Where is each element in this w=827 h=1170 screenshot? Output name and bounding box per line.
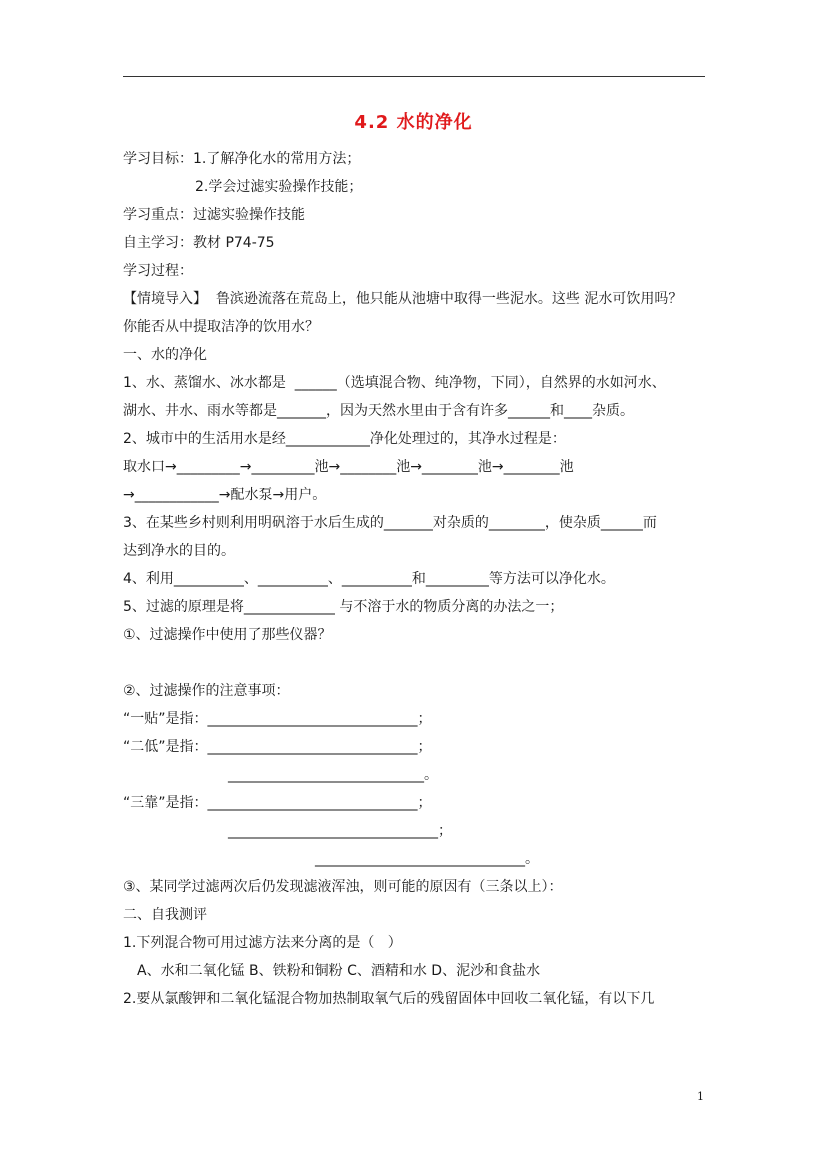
scenario-intro-cont: 你能否从中提取洁净的饮用水？ <box>123 319 319 335</box>
sub-question-3: ③、某同学过滤两次后仍发现滤液浑浊，则可能的原因有（三条以上）： <box>123 879 563 895</box>
san-kao-line-3: ______________________________。 <box>315 851 539 867</box>
question-3: 3、在某些乡村则利用明矾溶于水后生成的_______对杂质的________，使杂质______而 <box>123 515 657 531</box>
question-1: 1、水、蒸馏水、冰水都是 ______（选填混合物、纯净物，下同），自然界的水如河水、 <box>123 375 666 391</box>
section-heading-2: 二、自我测评 <box>123 907 207 923</box>
learning-process: 学习过程： <box>123 263 193 279</box>
question-2: 2、城市中的生活用水是经____________净化处理过的，其净水过程是： <box>123 431 566 447</box>
er-di-line-cont: ____________________________。 <box>228 767 438 783</box>
scenario-intro: 【情境导入】 鲁滨逊流落在荒岛上，他只能从池塘中取得一些泥水。这些 泥水可饮用吗？ <box>123 291 683 307</box>
question-2-process: 取水口→_________→_________池→________池→________池→________池 <box>123 459 574 475</box>
yi-tie-line: “一贴”是指：______________________________； <box>123 711 432 727</box>
section-heading-1: 一、水的净化 <box>123 347 207 363</box>
er-di-line: “二低”是指：______________________________； <box>123 739 432 755</box>
page-number: 1 <box>697 1090 704 1103</box>
question-4: 4、利用__________、__________、__________和_________等方法可以净化水。 <box>123 571 615 587</box>
sub-question-2: ②、过滤操作的注意事项： <box>123 683 290 699</box>
question-1-cont: 湖水、井水、雨水等都是_______，因为天然水里由于含有许多______和____杂质。 <box>123 403 634 419</box>
san-kao-line: “三靠”是指：______________________________； <box>123 795 432 811</box>
question-2-process-cont: →____________→配水泵→用户。 <box>123 487 327 503</box>
question-5: 5、过滤的原理是将_____________ 与不溶于水的物质分离的办法之一； <box>123 599 564 615</box>
sub-question-1: ①、过滤操作中使用了那些仪器？ <box>123 627 332 643</box>
self-study: 自主学习：教材 P74-75 <box>123 235 275 251</box>
learning-focus: 学习重点：过滤实验操作技能 <box>123 207 305 223</box>
learning-goal-2: 2.学会过滤实验操作技能； <box>195 179 363 195</box>
question-3-cont: 达到净水的目的。 <box>123 543 235 559</box>
test-question-2: 2.要从氯酸钾和二氧化锰混合物加热制取氧气后的残留固体中回收二氧化锰，有以下几 <box>123 991 655 1007</box>
test-question-1-options: A、水和二氧化锰 B、铁粉和铜粉 C、酒精和水 D、泥沙和食盐水 <box>137 963 541 979</box>
san-kao-line-2: ______________________________； <box>228 823 452 839</box>
test-question-1: 1.下列混合物可用过滤方法来分离的是（ ） <box>123 935 402 951</box>
learning-goal-1: 学习目标：1.了解净化水的常用方法； <box>123 151 361 167</box>
document-title: 4.2 水的净化 <box>354 112 473 133</box>
header-rule <box>123 76 705 77</box>
